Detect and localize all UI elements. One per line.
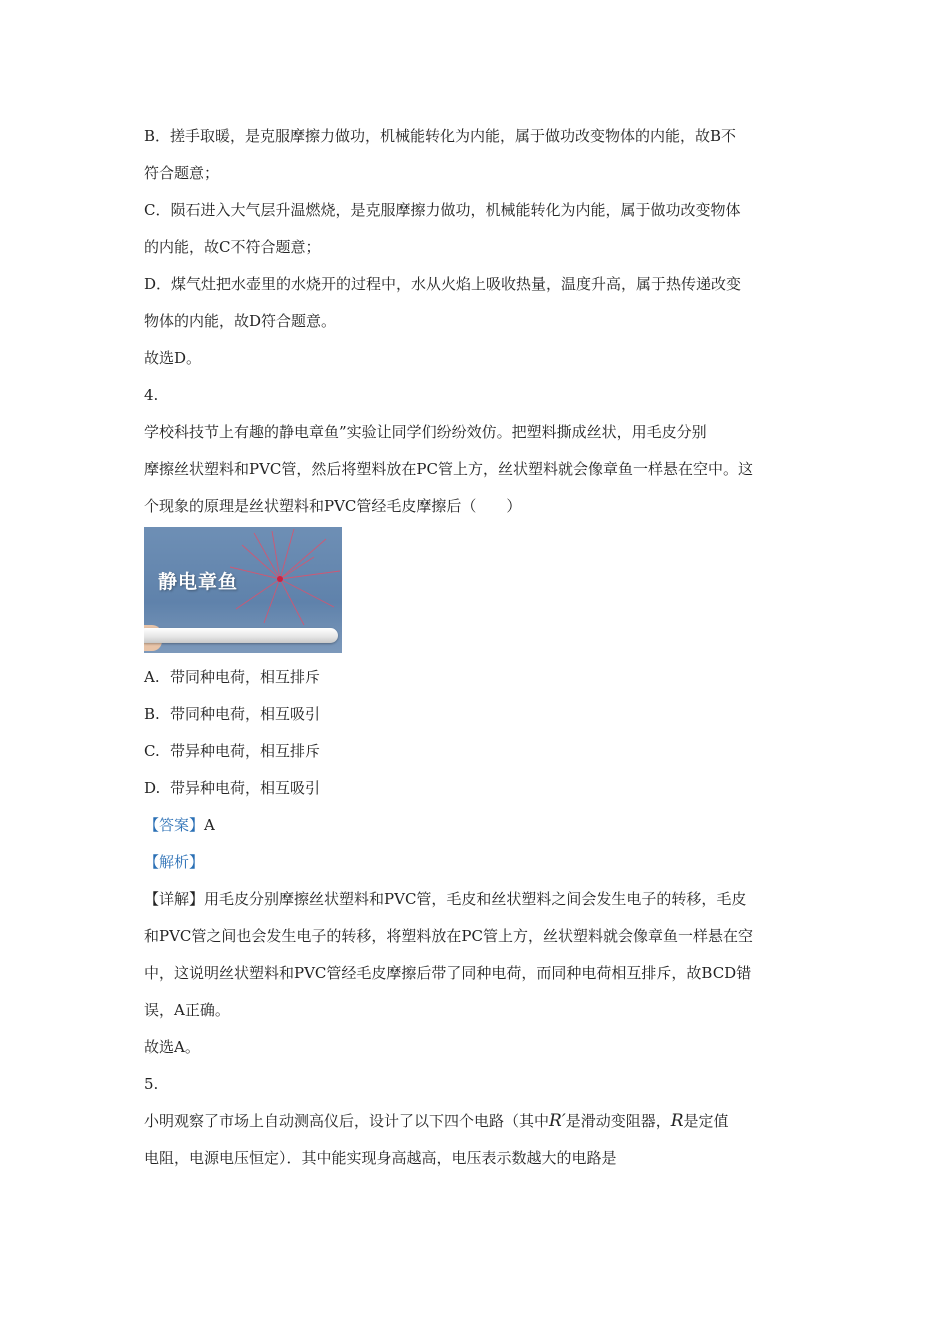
detail-line4: 误，A正确。 <box>144 1001 230 1019</box>
option-d-letter: D. <box>144 779 161 797</box>
option-a <box>144 659 824 696</box>
option-c-explanation-line2: 的内能，故C不符合题意； <box>144 238 321 256</box>
question-4-stem-line1: 学校科技节上有趣的静电章鱼”实验让同学们纷纷效仿。把塑料撕成丝状，用毛皮分别 <box>144 423 707 441</box>
r-symbol: R <box>670 1111 684 1131</box>
q5-text-b: 是滑动变阻器， <box>565 1112 671 1130</box>
option-b-explanation-line2: 符合题意； <box>144 164 220 182</box>
question-5-stem-line2: 电阻，电源电压恒定）．其中能实现身高越高，电压表示数越大的电路是 <box>144 1149 617 1167</box>
question-4-stem-line3: 个现象的原理是丝状塑料和PVC管经毛皮摩擦后（ ） <box>144 497 522 515</box>
r-prime-symbol: R′ <box>549 1111 566 1131</box>
q5-text-a: 小明观察了市场上自动测高仪后，设计了以下四个电路（其中 <box>144 1112 550 1130</box>
page-content <box>144 118 824 1177</box>
detail-line2: 和PVC管之间也会发生电子的转移，将塑料放在PC管上方，丝状塑料就会像章鱼一样悬在空 <box>144 927 753 945</box>
detail-line1 <box>144 881 824 918</box>
option-b-explanation-line1: B．搓手取暖，是克服摩擦力做功，机械能转化为内能，属于做功改变物体的内能，故B不 <box>144 127 737 145</box>
question-5-number: 5. <box>144 1075 159 1093</box>
option-b-text: 带同种电荷，相互吸引 <box>170 705 321 723</box>
analysis-line <box>144 844 824 881</box>
answer-value: A <box>204 816 215 834</box>
question-5-stem-line1 <box>144 1103 824 1140</box>
detail-text-1: 用毛皮分别摩擦丝状塑料和PVC管，毛皮和丝状塑料之间会发生电子的转移，毛皮 <box>204 890 747 908</box>
option-d <box>144 770 824 807</box>
option-c-text: 带异种电荷，相互排斥 <box>170 742 321 760</box>
option-b-letter: B. <box>144 705 160 723</box>
detail-line3: 中，这说明丝状塑料和PVC管经毛皮摩擦后带了同种电荷，而同种电荷相互排斥，故BCD错 <box>144 964 752 982</box>
option-c <box>144 733 824 770</box>
photo-caption: 静电章鱼 <box>158 571 239 593</box>
question-4-stem-line2: 摩擦丝状塑料和PVC管，然后将塑料放在PC管上方，丝状塑料就会像章鱼一样悬在空中。这 <box>144 460 753 478</box>
option-a-text: 带同种电荷，相互排斥 <box>170 668 321 686</box>
prev-conclusion: 故选D。 <box>144 349 202 367</box>
detail-label: 【详解】 <box>144 890 205 908</box>
option-d-explanation-line2: 物体的内能，故D符合题意。 <box>144 312 337 330</box>
option-a-letter: A. <box>144 668 160 686</box>
electrostatic-octopus-photo <box>144 527 342 653</box>
option-c-explanation-line1: C．陨石进入大气层升温燃烧，是克服摩擦力做功，机械能转化为内能，属于做功改变物体 <box>144 201 741 219</box>
question-4-number: 4. <box>144 386 159 404</box>
analysis-label: 【解析】 <box>144 853 205 871</box>
option-d-explanation-line1: D．煤气灶把水壶里的水烧开的过程中，水从火焰上吸收热量，温度升高，属于热传递改变 <box>144 275 742 293</box>
option-d-text: 带异种电荷，相互吸引 <box>170 779 321 797</box>
answer-line <box>144 807 824 844</box>
option-b <box>144 696 824 733</box>
option-c-letter: C. <box>144 742 160 760</box>
q5-text-c: 是定值 <box>683 1112 729 1130</box>
question-4-conclusion: 故选A。 <box>144 1038 200 1056</box>
answer-label: 【答案】 <box>144 816 205 834</box>
pvc-tube-graphic <box>144 628 338 643</box>
